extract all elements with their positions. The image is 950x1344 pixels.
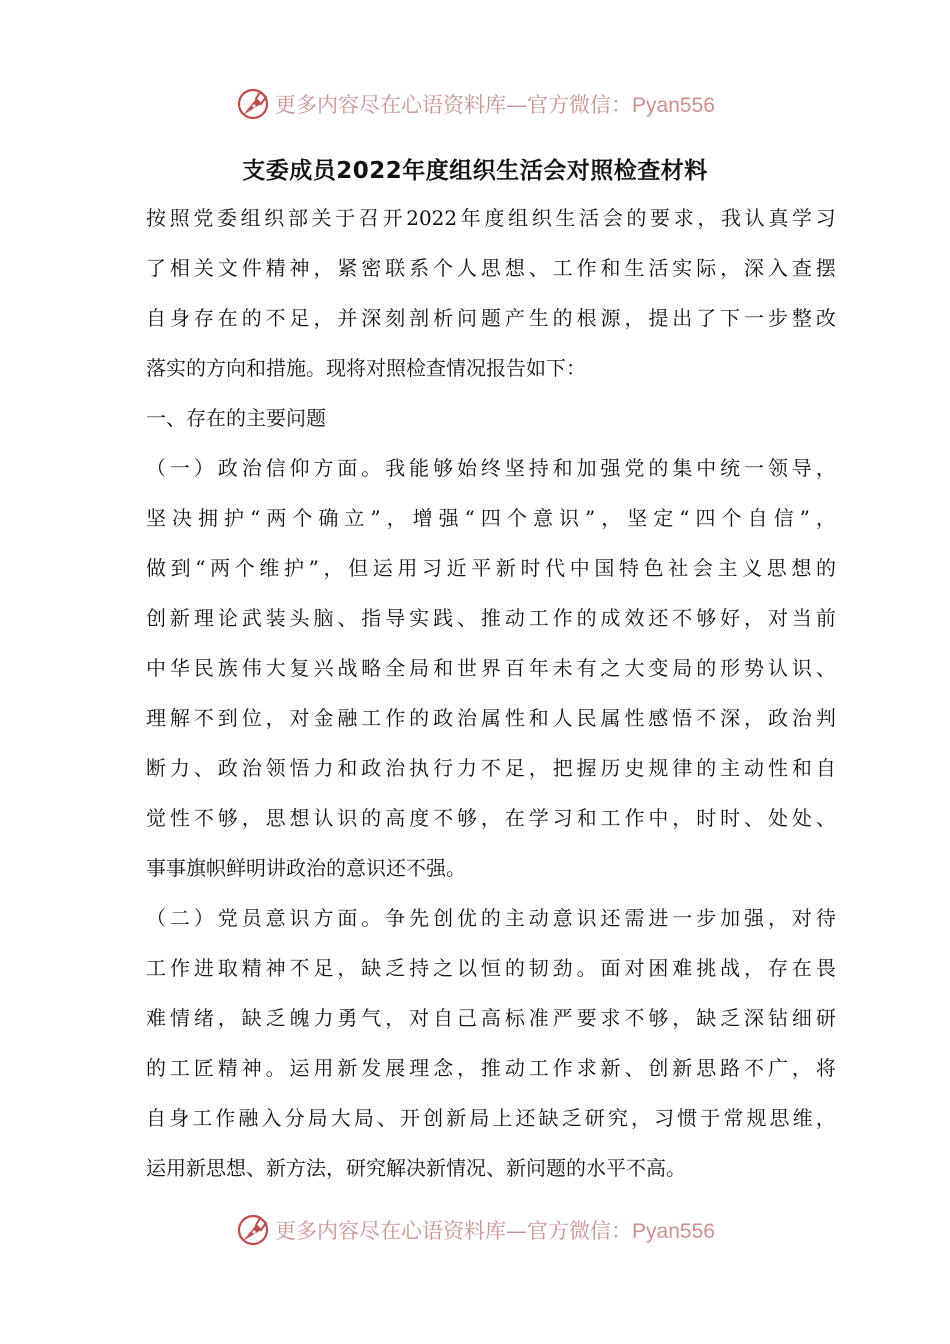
body-line: 事事旗帜鲜明讲政治的意识还不强。 [146,856,466,880]
pen-nib-logo-icon [235,86,271,122]
body-line: 一、存在的主要问题 [146,406,326,430]
watermark-banner-bottom [0,1210,950,1250]
body-line: 觉 性 不 够 ， 思 想 认 识 的 高 度 不 够 ， 在 学 习 和 工 作 中 ， 时 时 、 处 处 、 [146,806,836,830]
body-line: 自 身 存 在 的 不 足 ， 并 深 刻 剖 析 问 题 产 生 的 根 源 ， 提 出 了 下 一 步 整 改 [146,306,836,330]
body-line: 创 新 理 论 武 装 头 脑 、 指 导 实 践 、 推 动 工 作 的 成 效 还 不 够 好 ， 对 当 前 [146,606,836,630]
body-line: 按 照 党 委 组 织 部 关 于 召 开 2022 年 度 组 织 生 活 会 的 要 求 ， 我 认 真 学 习 [146,206,836,230]
watermark-text: 更多内容尽在心语资料库—官方微信：Pyan556 [275,93,715,117]
body-line: 做 到 “ 两 个 维 护 ” ， 但 运 用 习 近 平 新 时 代 中 国 特 色 社 会 主 义 思 想 的 [146,556,836,580]
watermark-wechat-id: Pyan556 [632,1220,715,1243]
body-line: 工 作 进 取 精 神 不 足 ， 缺 乏 持 之 以 恒 的 韧 劲 。 面 对 困 难 挑 战 ， 存 在 畏 [146,956,836,980]
body-line: 坚 决 拥 护 “ 两 个 确 立 ” ， 增 强 “ 四 个 意 识 ” ， 坚 定 “ 四 个 自 信 ” ， [146,506,836,530]
body-line: 断 力 、 政 治 领 悟 力 和 政 治 执 行 力 不 足 ， 把 握 历 史 规 律 的 主 动 性 和 自 [146,756,836,780]
body-line: 运用新思想、新方法，研究解决新情况、新问题的水平不高。 [146,1156,686,1180]
watermark-wechat-id: Pyan556 [632,94,715,117]
body-line: （ 一 ） 政 治 信 仰 方 面 。 我 能 够 始 终 坚 持 和 加 强 党 的 集 中 统 一 领 导 ， [146,456,836,480]
body-line: （ 二 ） 党 员 意 识 方 面 。 争 先 创 优 的 主 动 意 识 还 需 进 一 步 加 强 ， 对 待 [146,906,836,930]
body-line: 落实的方向和措施。现将对照检查情况报告如下： [146,356,586,380]
body-line: 的 工 匠 精 神 。 运 用 新 发 展 理 念 ， 推 动 工 作 求 新 、 创 新 思 路 不 广 ， 将 [146,1056,836,1080]
body-line: 了 相 关 文 件 精 神 ， 紧 密 联 系 个 人 思 想 、 工 作 和 生 活 实 际 ， 深 入 查 摆 [146,256,836,280]
body-line: 难 情 绪 ， 缺 乏 魄 力 勇 气 ， 对 自 己 高 标 准 严 要 求 不 够 ， 缺 乏 深 钻 细 研 [146,1006,836,1030]
body-line: 自 身 工 作 融 入 分 局 大 局 、 开 创 新 局 上 还 缺 乏 研 究 ， 习 惯 于 常 规 思 维 ， [146,1106,836,1130]
watermark-text: 更多内容尽在心语资料库—官方微信：Pyan556 [275,1219,715,1243]
pen-nib-logo-icon [235,1212,271,1248]
body-line: 中 华 民 族 伟 大 复 兴 战 略 全 局 和 世 界 百 年 未 有 之 大 变 局 的 形 势 认 识 、 [146,656,836,680]
body-line: 理 解 不 到 位 ， 对 金 融 工 作 的 政 治 属 性 和 人 民 属 性 感 悟 不 深 ， 政 治 判 [146,706,836,730]
document-title: 支委成员2022年度组织生活会对照检查材料 [242,158,708,184]
watermark-banner-top [0,84,950,124]
